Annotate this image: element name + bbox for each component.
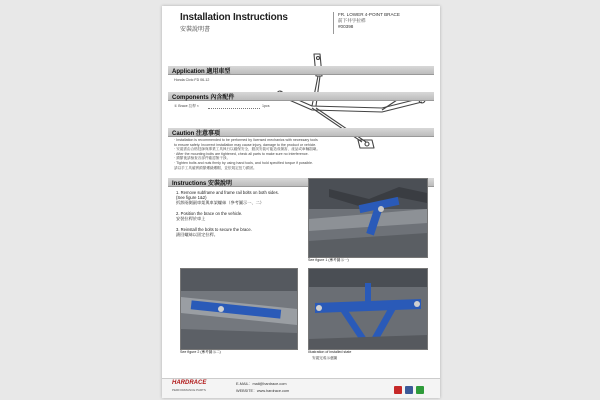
caution-heading: Caution 注意事項 — [172, 131, 220, 137]
product-code: #00398 — [338, 24, 354, 29]
component-dotline — [208, 108, 260, 109]
youtube-icon[interactable] — [394, 386, 402, 394]
brand-logo-sub: PERFORMANCE PARTS — [172, 388, 206, 392]
instruction-sheet — [162, 6, 440, 398]
application-vehicle: Honda Civic FD 06-12 — [174, 78, 210, 82]
page-title-cn: 安裝說明書 — [180, 27, 211, 33]
figure-3-caption: Illustration of installed state — [308, 350, 352, 354]
step-line: 安裝拉桿於車上 — [176, 216, 206, 221]
page-title: Installation Instructions — [180, 12, 288, 23]
header-divider — [333, 12, 334, 34]
instructions-heading: Instructions 安裝說明 — [172, 181, 233, 187]
figure-1-caption: See figure 1 (參考圖示一) — [308, 258, 349, 262]
step-line: 2. Position the brace on the vehicle. — [176, 211, 243, 216]
instruction-steps — [176, 190, 279, 237]
application-heading: Application 適用車型 — [172, 69, 231, 75]
caution-line: · Tighten bolts and nuts firmly by using hand tools, and hold specified torque if possible. — [174, 160, 314, 165]
component-qty: 1pcs — [262, 104, 270, 108]
product-name-cn: 前下井字拉桿 — [338, 18, 366, 23]
components-heading: Components 內含配件 — [172, 95, 235, 101]
figure-1-photo — [308, 178, 428, 258]
contact-email[interactable]: E-MAIL：mail@hardrace.com — [236, 382, 287, 386]
step-line: (See figure 1&2) — [176, 195, 207, 200]
step-line: 拆卸兩側副車架與車架螺絲（參考圖示一、二） — [176, 200, 264, 205]
caution-line: 請以手工具確實鎖緊螺絲螺帽，並依規定扭力鎖固。 — [174, 165, 257, 170]
caution-line: · Installation is recommended to be performed by licensed mechanics with necessary tools — [174, 138, 318, 142]
component-item: ① Brace 拉桿 × — [174, 104, 199, 108]
figure-3-caption-cn: 安裝完成示意圖 — [312, 356, 338, 360]
product-name: FR. LOWER 4-POINT BRACE — [338, 12, 400, 17]
caution-line: · After the mounting bolts are tightened, check all parts to make sure no interference. — [174, 151, 309, 156]
step-line: 1. Remove subframe and frame rail bolts on both sides. — [176, 190, 279, 195]
figure-3-photo — [308, 268, 428, 350]
contact-website[interactable]: WEBSITE：www.hardrace.com — [236, 389, 290, 393]
figure-2-photo — [180, 268, 298, 350]
caution-line: · 鎖緊後請檢查各部件確認無干涉。 — [174, 156, 231, 161]
caution-text — [174, 138, 344, 170]
brand-logo: HARDRACE — [172, 380, 207, 386]
caution-line: · 安裝需由合格技師與專業工具執行以確保安全，錯誤安裝可能造成傷害、產品或車輛損壞。 — [174, 147, 320, 152]
wechat-icon[interactable] — [416, 386, 424, 394]
step-line: 鎖回螺絲以固定拉桿。 — [176, 232, 218, 237]
facebook-icon[interactable] — [405, 386, 413, 394]
figure-2-caption: See figure 2 (參考圖示二) — [180, 350, 221, 354]
caution-line: to ensure safety. Incorrect installation may cause injury, damage to the product or vehicle. — [174, 142, 317, 147]
step-line: 3. Reinstall the bolts to secure the brace. — [176, 227, 252, 232]
